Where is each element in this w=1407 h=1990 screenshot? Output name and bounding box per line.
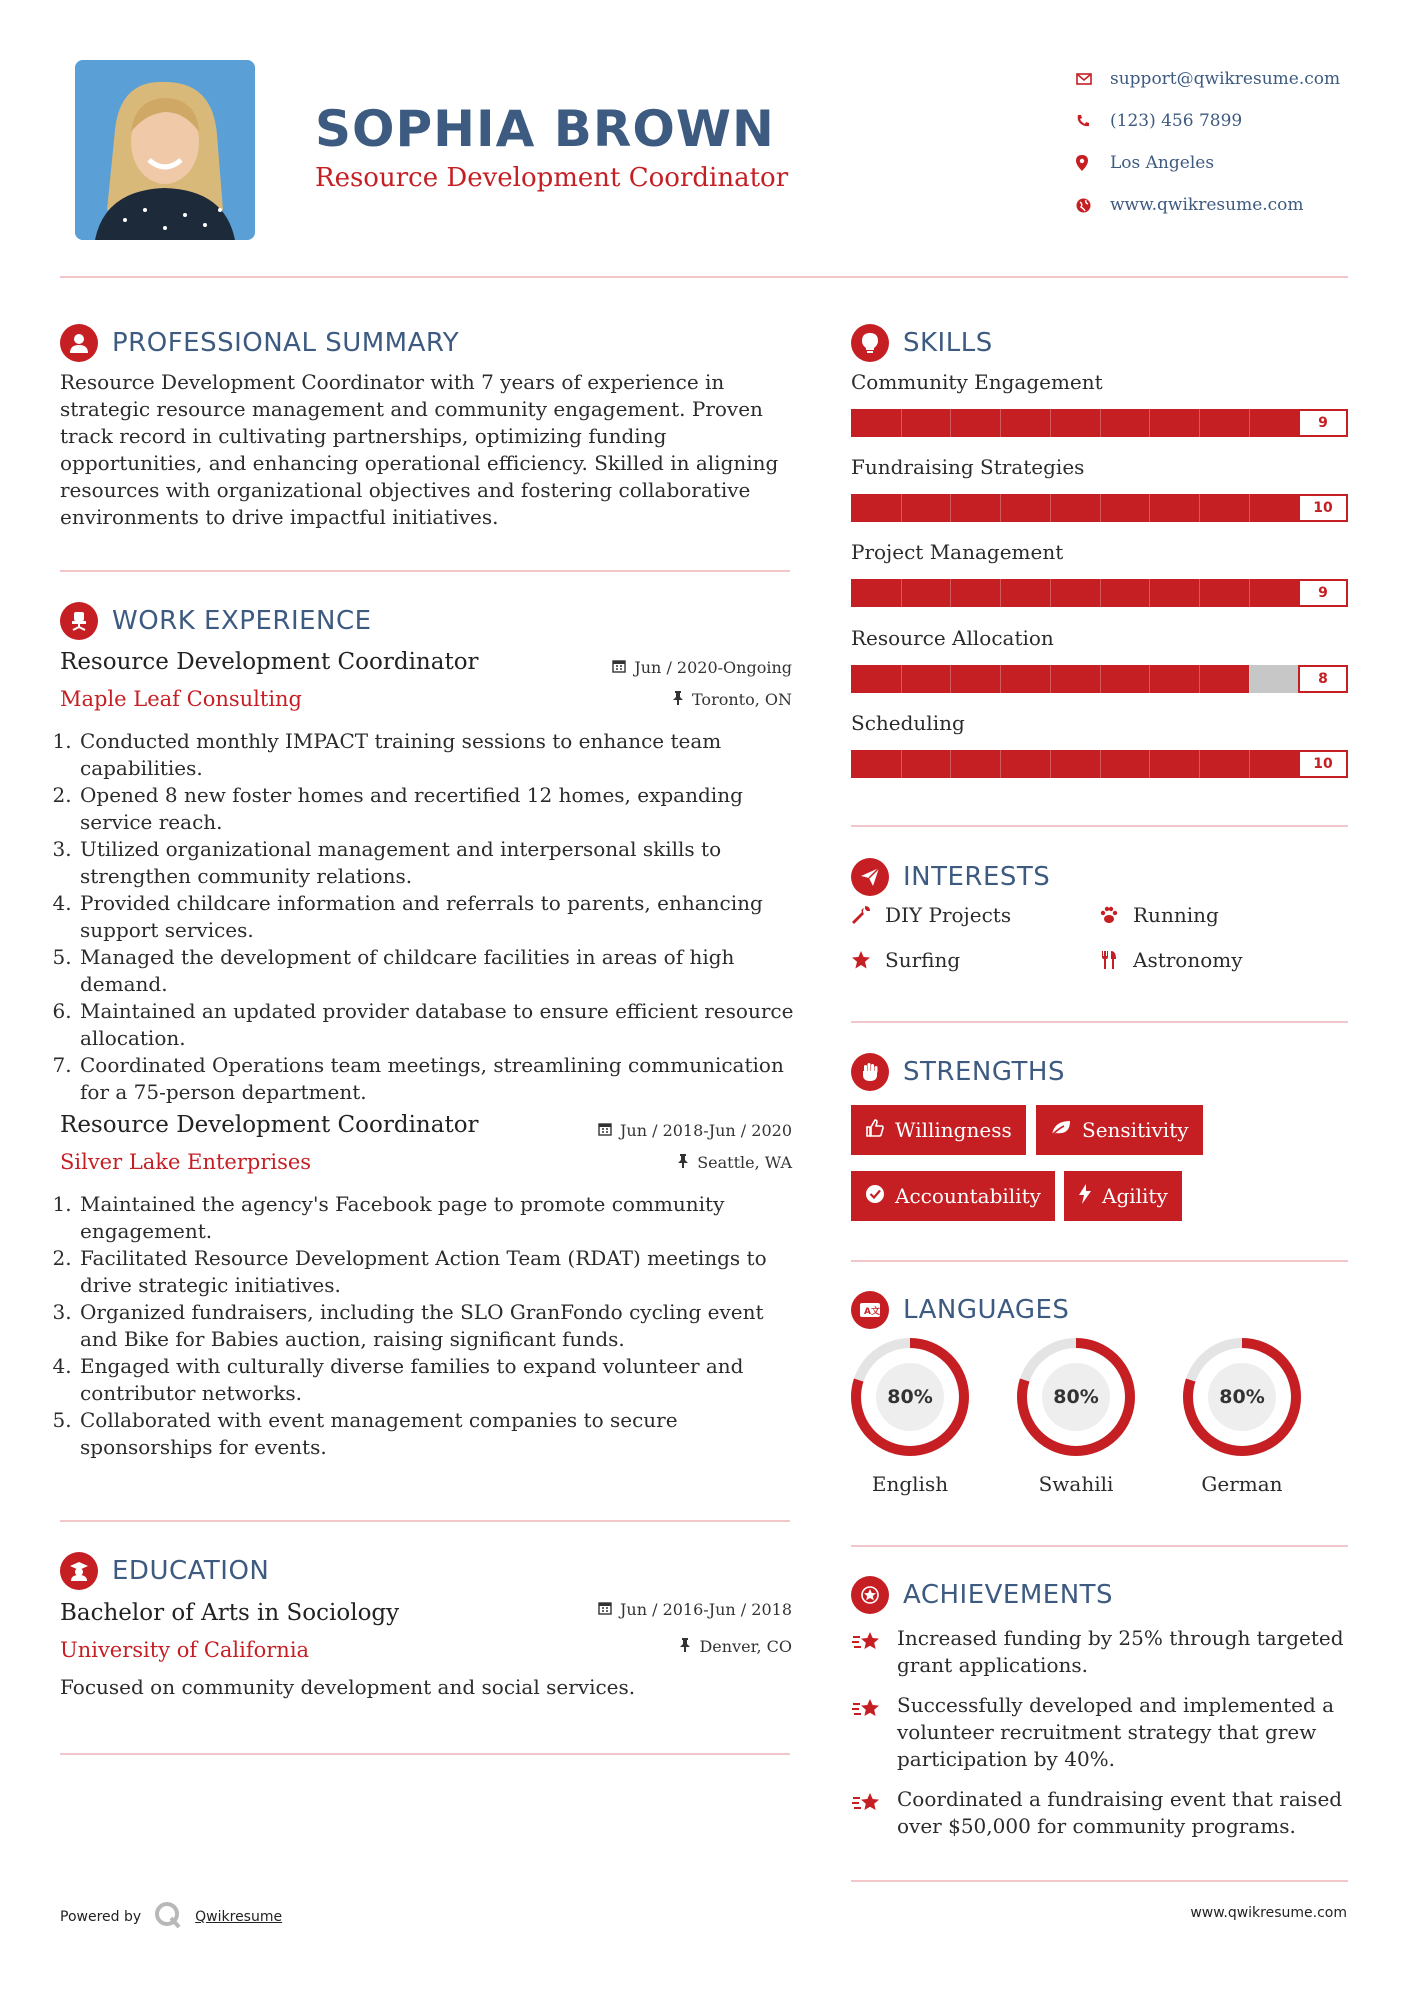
svg-text:A: A (864, 1307, 872, 1317)
lightning-icon (1078, 1184, 1092, 1209)
office-chair-icon (60, 602, 98, 640)
duty-item: 5. Collaborated with event management companies to secure sponsorships for events. (78, 1407, 795, 1461)
check-circle-icon (865, 1184, 885, 1209)
qwikresume-logo-icon (153, 1900, 183, 1934)
skill-bar-segment (1050, 494, 1051, 522)
skill-bar-segment (1249, 665, 1250, 693)
duty-item: 1. Maintained the agency's Facebook page to promote community engagement. (78, 1191, 795, 1245)
skill-value: 9 (1298, 409, 1348, 437)
skill-bar-segment (1199, 409, 1200, 437)
skill-bar-segment (1000, 494, 1001, 522)
lightbulb-icon (851, 324, 889, 362)
skill-bar-segment (1100, 579, 1101, 607)
skill-value: 10 (1298, 750, 1348, 778)
skill-name: Scheduling (851, 711, 965, 735)
shooting-star-icon (851, 1692, 897, 1773)
skill-value: 8 (1298, 665, 1348, 693)
skill-bar-segment (1249, 409, 1250, 437)
experience-heading: WORK EXPERIENCE (60, 602, 372, 640)
skill-bar-fill (851, 409, 1298, 437)
globe-icon (1070, 198, 1110, 213)
skill-bar-segment (1000, 409, 1001, 437)
graduate-icon (60, 1552, 98, 1590)
skill-name: Community Engagement (851, 370, 1103, 394)
achievements-divider (851, 1880, 1348, 1882)
education-location: Denver, CO (500, 1637, 792, 1656)
header-divider (60, 276, 1348, 278)
skill-bar-segment (950, 579, 951, 607)
job-1-date: Jun / 2020-Ongoing (500, 658, 792, 677)
skill-bar-segment (1149, 665, 1150, 693)
job-2-location: Seattle, WA (500, 1153, 792, 1172)
job-1-location: Toronto, ON (500, 690, 792, 709)
achievement-item: Increased funding by 25% through targeted grant applications. (851, 1625, 1351, 1679)
pushpin-icon (672, 690, 684, 709)
calendar-icon (598, 1600, 612, 1619)
skill-bar-segment (1249, 579, 1250, 607)
skill-bar (851, 494, 1348, 522)
shooting-star-icon (851, 1625, 897, 1679)
language-item (1181, 1336, 1303, 1496)
strength-chip: Accountability (851, 1171, 1055, 1221)
duty-item: 5. Managed the development of childcare facilities in areas of high demand. (78, 944, 795, 998)
skill-bar-segment (1249, 494, 1250, 522)
skill-bar (851, 409, 1348, 437)
leaf-icon (1050, 1118, 1072, 1142)
experience-divider (60, 1520, 790, 1522)
skill-bar-segment (1149, 409, 1150, 437)
job-1-company: Maple Leaf Consulting (60, 687, 303, 711)
skill-bar-segment (950, 494, 951, 522)
skill-bar-segment (1100, 494, 1101, 522)
strength-chip: Willingness (851, 1105, 1026, 1155)
skill-bar-segment (950, 665, 951, 693)
skill-bar-segment (1000, 665, 1001, 693)
location-text: Los Angeles (1110, 153, 1215, 173)
candidate-title: Resource Development Coordinator (315, 163, 789, 193)
language-item (1015, 1336, 1137, 1496)
skill-bar-segment (901, 494, 902, 522)
contact-email[interactable] (1070, 58, 1370, 100)
email-text: support@qwikresume.com (1110, 69, 1341, 89)
language-icon (851, 1291, 889, 1329)
education-school: University of California (60, 1638, 310, 1662)
pushpin-icon (679, 1637, 691, 1656)
phone-icon (1070, 114, 1110, 128)
skills-divider (851, 825, 1348, 827)
interests-divider (851, 1021, 1348, 1023)
language-percent: 80% (1053, 1386, 1099, 1408)
duty-item: 1. Conducted monthly IMPACT training sessions to enhance team capabilities. (78, 728, 795, 782)
skill-bar-fill (851, 579, 1298, 607)
interest-item: DIY Projects (851, 903, 1011, 927)
skill-name: Project Management (851, 540, 1064, 564)
contact-phone[interactable] (1070, 100, 1370, 142)
wrench-icon (851, 905, 885, 925)
star-icon (851, 950, 885, 970)
languages-divider (851, 1545, 1348, 1547)
language-name: German (1201, 1472, 1283, 1496)
summary-text: Resource Development Coordinator with 7 years of experience in strategic resource management and community engagement. Proven track record in cultivating partnerships, optimizing funding opportunities, and enhancing operational efficiency. Skilled in aligning resources with organizational objectives and fostering collaborative environments to drive impactful initiatives. (60, 370, 779, 529)
contact-list (1070, 58, 1370, 226)
envelope-icon (1070, 73, 1110, 85)
education-description: Focused on community development and social services. (60, 1675, 636, 1699)
website-text: www.qwikresume.com (1110, 195, 1304, 215)
skill-bar-segment (1100, 665, 1101, 693)
footer-powered-by: Powered by Qwikresume (60, 1900, 282, 1934)
duty-item: 2. Facilitated Resource Development Action Team (RDAT) meetings to drive strategic initiatives. (78, 1245, 795, 1299)
language-item (849, 1336, 971, 1496)
svg-text:文: 文 (871, 1307, 881, 1317)
star-badge-icon (851, 1576, 889, 1614)
skill-bar-segment (901, 579, 902, 607)
footer-brand-link[interactable]: Qwikresume (195, 1909, 283, 1925)
language-name: Swahili (1038, 1472, 1114, 1496)
thumbs-up-icon (865, 1118, 885, 1143)
strengths-divider (851, 1260, 1348, 1262)
education-degree: Bachelor of Arts in Sociology (60, 1600, 400, 1626)
duty-item: 3. Organized fundraisers, including the SLO GranFondo cycling event and Bike for Babies auction, raising significant funds. (78, 1299, 795, 1353)
skill-bar-segment (1000, 579, 1001, 607)
skill-bar (851, 665, 1348, 693)
skill-bar-segment (1050, 750, 1051, 778)
skill-bar-segment (1149, 750, 1150, 778)
interests-heading: INTERESTS (851, 858, 1050, 896)
skill-bar-segment (1050, 665, 1051, 693)
job-2-title: Resource Development Coordinator (60, 1112, 479, 1138)
achievement-item: Coordinated a fundraising event that raised over $50,000 for community programs. (851, 1786, 1351, 1840)
job-2-company: Silver Lake Enterprises (60, 1150, 312, 1174)
skill-bar-segment (901, 409, 902, 437)
calendar-icon (612, 658, 626, 677)
duty-item: 4. Provided childcare information and referrals to parents, enhancing support services. (78, 890, 795, 944)
skill-value: 9 (1298, 579, 1348, 607)
candidate-name: SOPHIA BROWN (315, 100, 775, 158)
shooting-star-icon (851, 1786, 897, 1840)
job-2-date: Jun / 2018-Jun / 2020 (500, 1121, 792, 1140)
duty-item: 6. Maintained an updated provider database to ensure efficient resource allocation. (78, 998, 795, 1052)
skill-bar-segment (1000, 750, 1001, 778)
duty-item: 4. Engaged with culturally diverse families to expand volunteer and contributor networks. (78, 1353, 795, 1407)
skill-bar-segment (1199, 494, 1200, 522)
skill-bar-segment (950, 409, 951, 437)
skill-name: Fundraising Strategies (851, 455, 1085, 479)
strength-chip: Sensitivity (1036, 1105, 1203, 1155)
skill-bar-segment (1199, 579, 1200, 607)
education-heading: EDUCATION (60, 1552, 269, 1590)
skill-bar-segment (901, 665, 902, 693)
interest-item: Surfing (851, 948, 960, 972)
job-1-duties (60, 728, 795, 1106)
achievement-item: Successfully developed and implemented a volunteer recruitment strategy that grew participation by 40%. (851, 1692, 1351, 1773)
skill-name: Resource Allocation (851, 626, 1054, 650)
skill-bar-segment (1249, 750, 1250, 778)
skill-bar-segment (1100, 750, 1101, 778)
summary-divider (60, 570, 790, 572)
raised-fist-icon (851, 1053, 889, 1091)
skill-bar-segment (901, 750, 902, 778)
skill-bar-segment (1199, 665, 1200, 693)
languages-heading: A 文 LANGUAGES (851, 1291, 1069, 1329)
strengths-heading: STRENGTHS (851, 1053, 1065, 1091)
skill-bar-segment (1100, 409, 1101, 437)
interest-item: Astronomy (1099, 948, 1243, 972)
skill-bar (851, 750, 1348, 778)
language-percent: 80% (1219, 1386, 1265, 1408)
paper-plane-icon (851, 858, 889, 896)
skills-heading: SKILLS (851, 324, 993, 362)
user-icon (60, 324, 98, 362)
education-date: Jun / 2016-Jun / 2018 (500, 1600, 792, 1619)
fork-knife-icon (1099, 950, 1133, 970)
skill-bar (851, 579, 1348, 607)
map-pin-icon (1070, 155, 1110, 171)
education-divider (60, 1753, 790, 1755)
footer-website[interactable]: www.qwikresume.com (1190, 1905, 1347, 1921)
calendar-icon (598, 1121, 612, 1140)
skill-bar-segment (1199, 750, 1200, 778)
contact-location (1070, 142, 1370, 184)
pushpin-icon (677, 1153, 689, 1172)
duty-item: 3. Utilized organizational management and interpersonal skills to strengthen community relations. (78, 836, 795, 890)
skill-bar-segment (1050, 409, 1051, 437)
profile-photo (75, 60, 255, 240)
paw-icon (1099, 905, 1133, 925)
contact-website[interactable] (1070, 184, 1370, 226)
skill-bar-segment (1149, 494, 1150, 522)
job-1-title: Resource Development Coordinator (60, 649, 479, 675)
job-2-duties (60, 1191, 795, 1461)
skill-bar-segment (1149, 579, 1150, 607)
skill-value: 10 (1298, 494, 1348, 522)
skill-bar-segment (1050, 579, 1051, 607)
language-name: English (871, 1472, 949, 1496)
interest-item: Running (1099, 903, 1219, 927)
achievements-heading: ACHIEVEMENTS (851, 1576, 1113, 1614)
skill-bar-segment (950, 750, 951, 778)
duty-item: 7. Coordinated Operations team meetings, streamlining communication for a 75-person department. (78, 1052, 795, 1106)
duty-item: 2. Opened 8 new foster homes and recertified 12 homes, expanding service reach. (78, 782, 795, 836)
summary-heading: PROFESSIONAL SUMMARY (60, 324, 459, 362)
phone-text: (123) 456 7899 (1110, 111, 1243, 131)
language-percent: 80% (887, 1386, 933, 1408)
strength-chip: Agility (1064, 1171, 1182, 1221)
